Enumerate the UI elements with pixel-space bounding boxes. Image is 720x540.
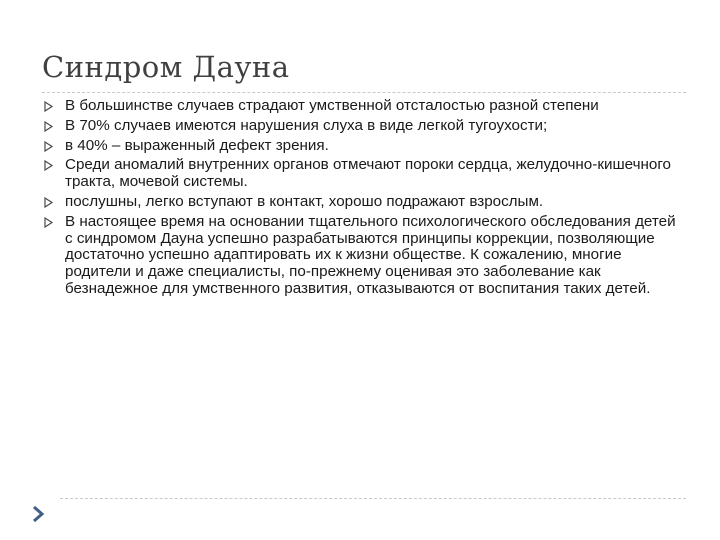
bullet-text: в 40% – выраженный дефект зрения. (65, 136, 329, 154)
bullet-item (42, 214, 678, 298)
slide-title: Синдром Дауна (42, 50, 290, 84)
bullet-triangle-icon (43, 141, 54, 152)
bullet-text: Среди аномалий внутренних органов отмечают пороки сердца, желудочно-кишечного тракта, мочевой системы. (65, 156, 671, 191)
title-divider (42, 92, 686, 93)
bullet-triangle-icon (43, 217, 54, 228)
footer-divider (60, 498, 686, 499)
bullet-item (42, 157, 678, 191)
bullet-text: В большинстве случаев страдают умственной отсталостью разной степени (65, 97, 599, 114)
bullet-triangle-icon (43, 101, 54, 112)
bullet-triangle-icon (43, 121, 54, 132)
bullet-triangle-icon (43, 160, 54, 171)
chevron-right-icon (30, 505, 48, 523)
bullet-item (42, 118, 678, 135)
bullet-item (42, 98, 678, 115)
bullet-item (42, 138, 678, 155)
bullet-item (42, 194, 678, 211)
bullet-text: послушны, легко вступают в контакт, хорошо подражают взрослым. (65, 192, 544, 210)
bullet-list (42, 98, 678, 301)
bullet-text: В настоящее время на основании тщательного психологического обследования детей с синдромом Дауна успешно разрабатываются принципы коррекции, позволяющие достаточно успешно адаптировать их к жизни обществе. К сожалению, многие родители и даже специалисты, по-прежнему оценивая это заболевание как безнадежное для умственного развития, отказываются от воспитания таких детей. (65, 212, 676, 297)
bullet-triangle-icon (43, 197, 54, 208)
bullet-text: В 70% случаев имеются нарушения слуха в виде легкой тугоухости; (65, 116, 548, 134)
